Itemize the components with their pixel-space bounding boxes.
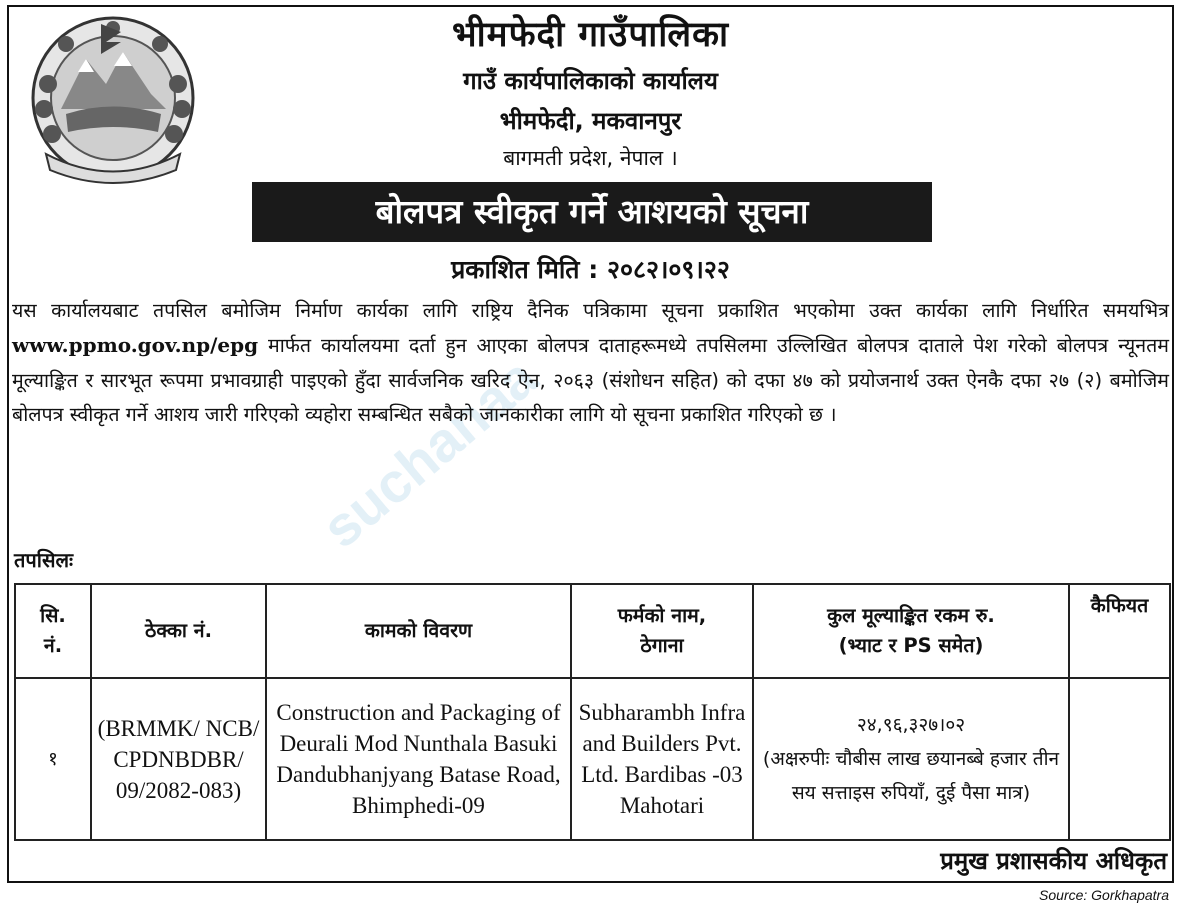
header-contract-no: ठेक्का नं.	[91, 584, 266, 678]
table-header-row	[15, 584, 1170, 678]
watermark: suchanaa	[309, 345, 549, 560]
cell-sn: १	[15, 678, 91, 840]
notice-body	[12, 294, 1169, 433]
cell-contract-no: (BRMMK/ NCB/ CPDNBDBR/ 09/2082-083)	[91, 678, 266, 840]
published-date: प्रकाशित मिति : २०८२।०९।२२	[451, 255, 730, 284]
ppmo-url-link[interactable]: www.ppmo.gov.np/epg	[12, 333, 259, 358]
amount-figure: २४,९६,३२७।०२	[856, 714, 966, 736]
header-amount: कुल मूल्याङ्कित रकम रु. (भ्याट र PS समेत)	[753, 584, 1069, 678]
municipality-name: भीमफेदी गाउँपालिका	[451, 15, 730, 55]
header-remarks: कैफियत	[1069, 584, 1170, 678]
cell-work-description: Construction and Packaging of Deurali Mod Nunthala Basuki Dandubhanjyang Batase Road, Bhimphedi-09	[266, 678, 571, 840]
cell-firm: Subharambh Infra and Builders Pvt. Ltd. Bardibas -03 Mahotari	[571, 678, 753, 840]
body-text-part2: मार्फत कार्यालयमा दर्ता हुन आएका बोलपत्र दाताहरूमध्ये तपसिलमा उल्लिखित बोलपत्र दाताले पेश गरेको बोलपत्र न्यूनतम मूल्याङ्कित र सारभूत रूपमा प्रभावग्राही पाइएको हुँदा सार्वजनिक खरिद ऐन, २०६३ (संशोधन सहित) को दफा ४७ को प्रयोजनार्थ उक्त ऐनकै दफा २७ (२) बमोजिम बोलपत्र स्वीकृत गर्ने आशय जारी गरिएको व्यहोरा सम्बन्धित सबैको जानकारीका लागि यो सूचना प्रकाशित गरिएको छ ।	[12, 334, 1169, 427]
body-text-part1: यस कार्यालयबाट तपसिल बमोजिम निर्माण कार्यका लागि राष्ट्रिय दैनिक पत्रिकामा सूचना प्रकाशित भएकोमा उक्त कार्यका लागि निर्धारित समयभित्र	[12, 299, 1169, 322]
notice-title: बोलपत्र स्वीकृत गर्ने आशयको सूचना	[252, 182, 932, 242]
cell-remarks	[1069, 678, 1170, 840]
header-sn: सि. नं.	[15, 584, 91, 678]
office-name: गाउँ कार्यपालिकाको कार्यालय	[463, 67, 718, 95]
details-table	[14, 583, 1171, 841]
source-credit: Source: Gorkhapatra	[1039, 887, 1169, 903]
office-location: भीमफेदी, मकवानपुर	[499, 107, 682, 135]
details-label: तपसिलः	[14, 548, 74, 572]
header-firm: फर्मको नाम, ठेगाना	[571, 584, 753, 678]
cell-amount	[753, 678, 1069, 840]
signature: प्रमुख प्रशासकीय अधिकृत	[940, 847, 1167, 875]
table-row	[15, 678, 1170, 840]
province-country: बागमती प्रदेश, नेपाल ।	[503, 146, 678, 170]
header-work-description: कामको विवरण	[266, 584, 571, 678]
amount-in-words: (अक्षरुपीः चौबीस लाख छयानब्बे हजार तीन सय सत्ताइस रुपियाँ, दुई पैसा मात्र)	[762, 748, 1060, 804]
